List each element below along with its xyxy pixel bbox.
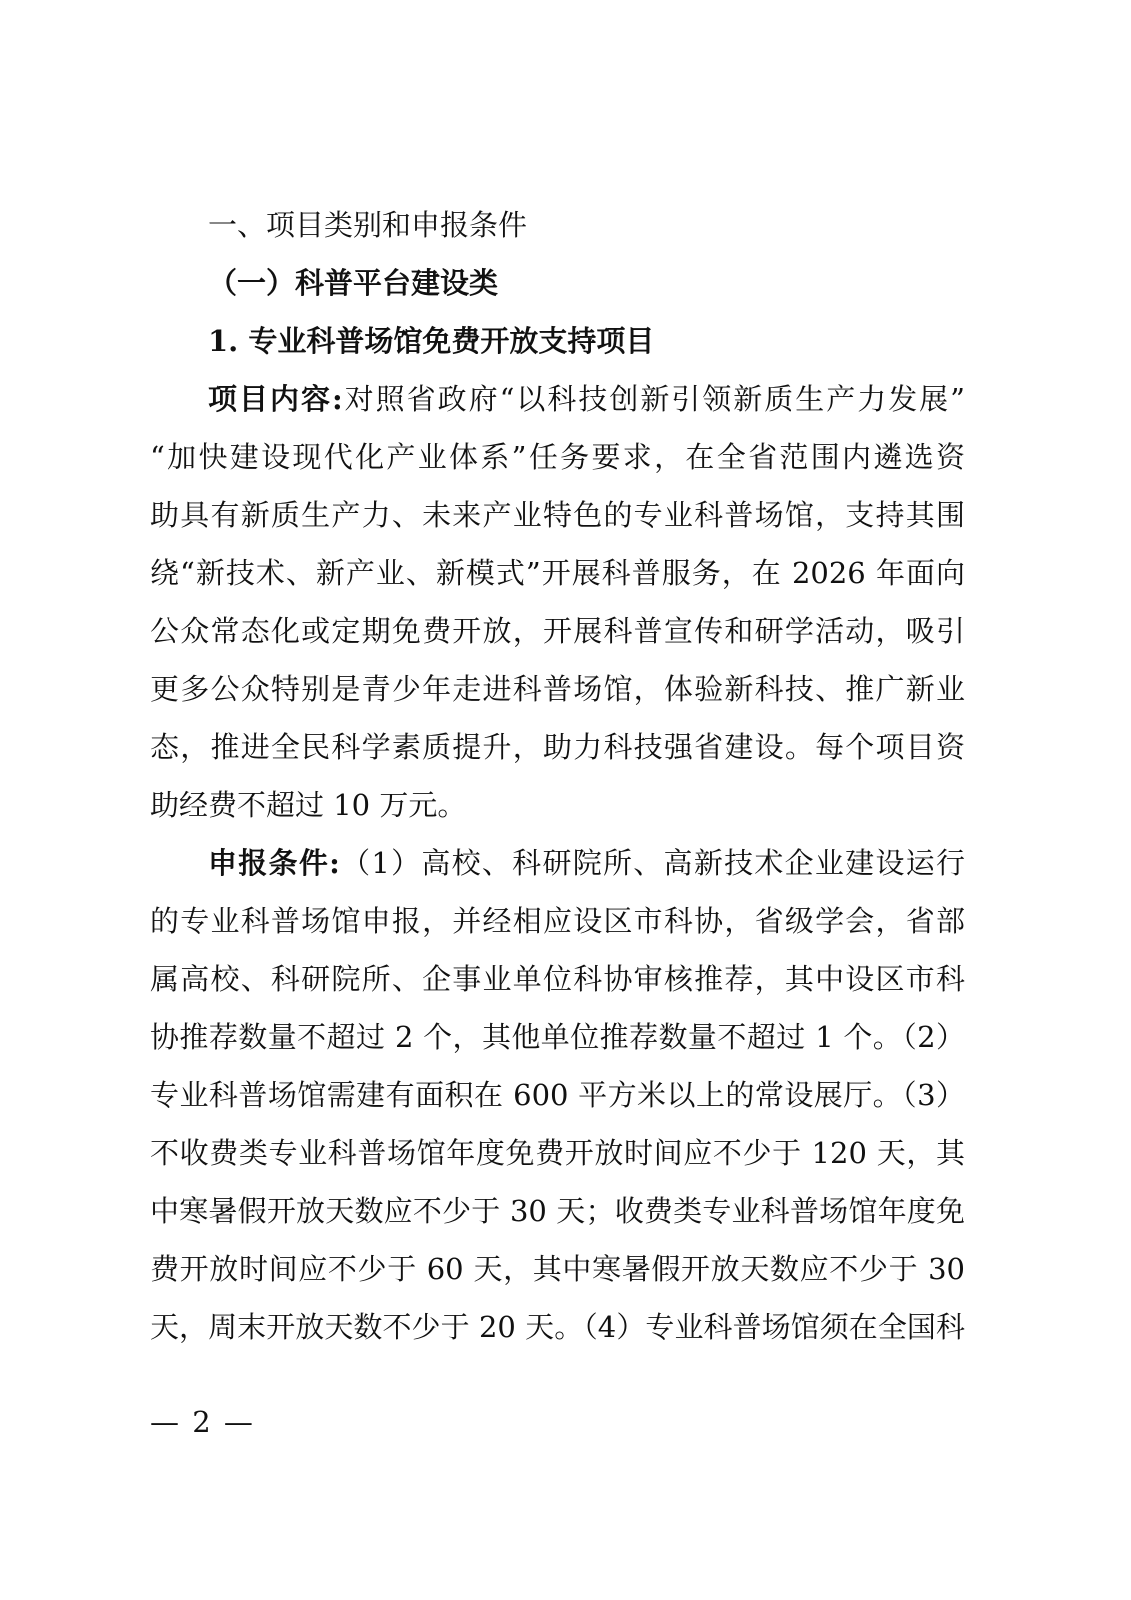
paragraph-text: （1）高校、科研院所、高新技术企业建设运行 bbox=[339, 846, 965, 880]
paragraph-line: 绕“新技术、新产业、新模式”开展科普服务，在 2026 年面向 bbox=[150, 556, 965, 590]
item-heading: 1. 专业科普场馆免费开放支持项目 bbox=[208, 324, 655, 358]
project-content-label: 项目内容: bbox=[208, 382, 343, 416]
paragraph-line: 属高校、科研院所、企事业单位科协审核推荐，其中设区市科 bbox=[150, 962, 965, 996]
document-body bbox=[150, 196, 965, 1356]
page-number: — 2 — bbox=[150, 1405, 255, 1439]
paragraph-line: 更多公众特别是青少年走进科普场馆，体验新科技、推广新业 bbox=[150, 672, 965, 706]
project-content-paragraph bbox=[150, 370, 965, 834]
paragraph-line: 中寒暑假开放天数应不少于 30 天；收费类专业科普场馆年度免 bbox=[150, 1194, 965, 1228]
paragraph-text: 对照省政府“以科技创新引领新质生产力发展” bbox=[342, 382, 965, 416]
paragraph-line bbox=[150, 370, 965, 428]
paragraph-line bbox=[150, 834, 965, 892]
section-heading: 一、项目类别和申报条件 bbox=[208, 208, 528, 242]
paragraph-line: “加快建设现代化产业体系”任务要求，在全省范围内遴选资 bbox=[150, 440, 965, 474]
paragraph-line: 态，推进全民科学素质提升，助力科技强省建设。每个项目资 bbox=[150, 730, 965, 764]
application-conditions-label: 申报条件: bbox=[208, 846, 340, 880]
paragraph-line: 天，周末开放天数不少于 20 天。（4）专业科普场馆须在全国科 bbox=[150, 1310, 965, 1344]
paragraph-line: 费开放时间应不少于 60 天，其中寒暑假开放天数应不少于 30 bbox=[150, 1252, 965, 1286]
paragraph-line: 的专业科普场馆申报，并经相应设区市科协，省级学会，省部 bbox=[150, 904, 965, 938]
paragraph-line: 助具有新质生产力、未来产业特色的专业科普场馆，支持其围 bbox=[150, 498, 965, 532]
paragraph-line: 公众常态化或定期免费开放，开展科普宣传和研学活动，吸引 bbox=[150, 614, 965, 648]
paragraph-line: 不收费类专业科普场馆年度免费开放时间应不少于 120 天，其 bbox=[150, 1136, 965, 1170]
application-conditions-paragraph bbox=[150, 834, 965, 1356]
subsection-heading: （一）科普平台建设类 bbox=[208, 266, 499, 300]
paragraph-line: 助经费不超过 10 万元。 bbox=[150, 788, 467, 822]
paragraph-line: 专业科普场馆需建有面积在 600 平方米以上的常设展厅。（3） bbox=[150, 1078, 965, 1112]
paragraph-line: 协推荐数量不超过 2 个，其他单位推荐数量不超过 1 个。（2） bbox=[150, 1020, 965, 1054]
